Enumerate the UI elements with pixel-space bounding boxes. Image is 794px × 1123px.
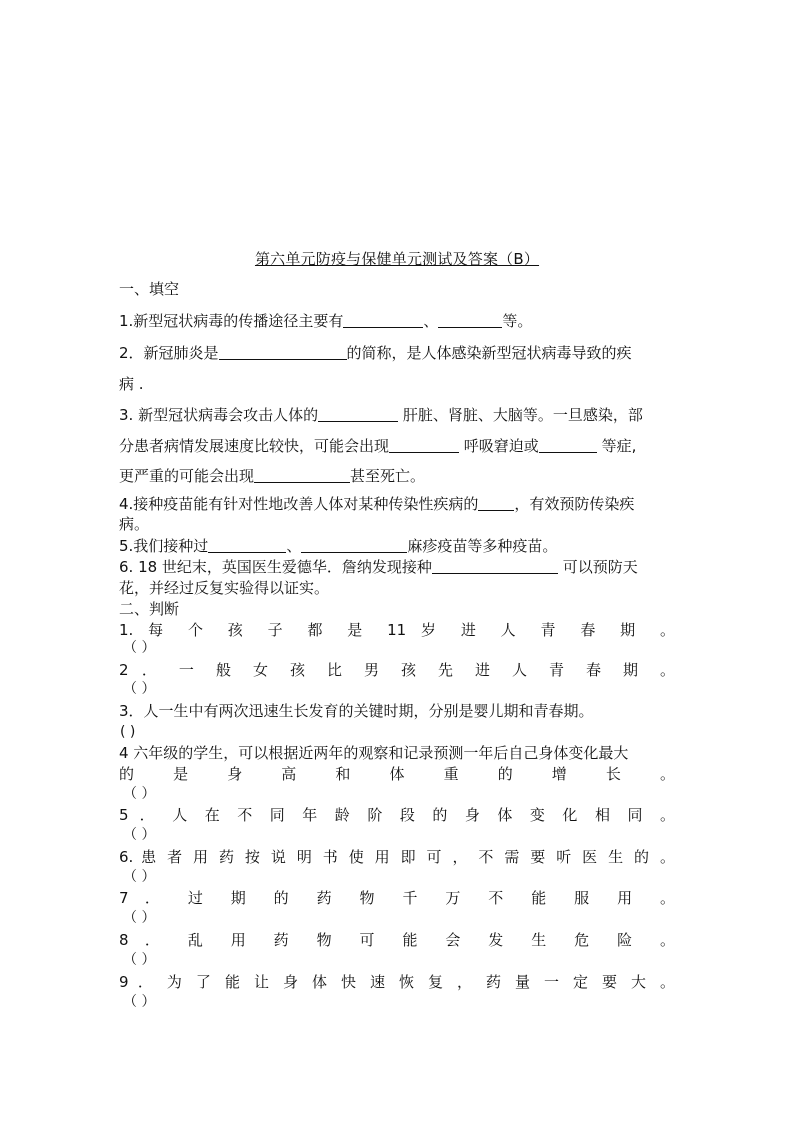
fill-question-2 <box>119 343 675 363</box>
answer-blank[interactable] <box>208 538 286 553</box>
answer-paren[interactable]: （ ） <box>123 640 156 656</box>
text: 呼吸窘迫或 <box>459 437 539 455</box>
text: 5.我们接种过 <box>119 537 209 555</box>
fill-question-1 <box>119 311 675 331</box>
answer-paren[interactable]: （ ） <box>123 827 156 843</box>
judge-question-8: 8 ． 乱 用 药 物 可 能 会 发 生 危 险 。 <box>119 931 675 949</box>
answer-paren[interactable]: （ ） <box>123 994 156 1010</box>
fill-question-2-cont: 病 . <box>119 375 144 393</box>
answer-paren[interactable]: ( ) <box>120 724 136 740</box>
answer-paren[interactable]: （ ） <box>123 869 156 885</box>
text: 可以预防天 <box>557 558 638 576</box>
judge-question-3: 3．人一生中有两次迅速生长发育的关键时期，分别是婴儿期和青春期。 <box>119 702 594 720</box>
judge-question-1: 1. 每 个 孩 子 都 是 11 岁 进 人 青 春 期 。 <box>119 621 675 639</box>
text: 等症, <box>596 437 637 455</box>
text: 甚至死亡。 <box>350 467 426 485</box>
judge-question-6: 6. 患 者 用 药 按 说 明 书 使 用 即 可 ， 不 需 要 听 医 生 的 。 <box>119 848 675 866</box>
fill-question-6 <box>119 557 675 577</box>
text: 麻疹疫苗等多种疫苗。 <box>407 537 558 555</box>
fill-question-6-cont: 花，并经过反复实验得以证实。 <box>119 579 330 597</box>
fill-question-4 <box>119 494 675 514</box>
section-heading-judge: 二、判断 <box>119 600 180 618</box>
judge-question-9: 9 ． 为 了 能 让 身 体 快 速 恢 复 ， 药 量 一 定 要 大 。 <box>119 973 675 991</box>
answer-blank[interactable] <box>539 438 597 453</box>
text: 3. 新型冠状病毒会攻击人体的 <box>119 406 319 424</box>
answer-blank[interactable] <box>254 468 350 483</box>
section-heading-fill: 一、填空 <box>119 280 180 298</box>
judge-question-5: 5 ． 人 在 不 同 年 龄 阶 段 的 身 体 变 化 相 同 。 <box>119 806 675 824</box>
text: ，有效预防传染疾 <box>514 495 635 513</box>
judge-question-2: 2 ． 一 般 女 孩 比 男 孩 先 进 人 青 春 期 。 <box>119 661 675 679</box>
judge-question-7: 7 ． 过 期 的 药 物 千 万 不 能 服 用 。 <box>119 889 675 907</box>
answer-paren[interactable]: （ ） <box>123 910 156 926</box>
text: 肝脏、肾脏、大脑等。一旦感染，部 <box>398 406 643 424</box>
answer-blank[interactable] <box>301 538 407 553</box>
text: 4.接种疫苗能有针对性地改善人体对某种传染性疾病的 <box>119 495 479 513</box>
text: 分患者病情发展速度比较快，可能会出现 <box>119 437 390 455</box>
answer-paren[interactable]: （ ） <box>123 681 156 697</box>
text: 2．新冠肺炎是 <box>119 344 219 362</box>
fill-question-5 <box>119 536 675 556</box>
answer-blank[interactable] <box>389 438 459 453</box>
answer-blank[interactable] <box>219 345 347 360</box>
fill-question-3-cont <box>119 436 675 456</box>
page-title: 第六单元防疫与保健单元测试及答案（B） <box>254 250 540 268</box>
answer-paren[interactable]: （ ） <box>123 786 156 802</box>
text: 的简称，是人体感染新型冠状病毒导致的疾 <box>346 344 632 362</box>
text: 6. 18 世纪末，英国医生爱德华．詹纳发现接种 <box>119 558 432 576</box>
fill-question-3-cont2 <box>119 466 675 486</box>
answer-blank[interactable] <box>478 496 514 511</box>
text: 等。 <box>502 312 533 330</box>
fill-question-4-cont: 病。 <box>119 515 150 533</box>
answer-blank[interactable] <box>318 407 398 422</box>
answer-blank[interactable] <box>438 313 502 328</box>
text: 更严重的可能会出现 <box>119 467 255 485</box>
fill-question-3 <box>119 405 675 425</box>
judge-question-4: 4 六年级的学生，可以根据近两年的观察和记录预测一年后自己身体变化最大 <box>119 744 629 762</box>
answer-blank[interactable] <box>432 559 558 574</box>
answer-blank[interactable] <box>343 313 423 328</box>
judge-question-4-cont: 的 是 身 高 和 体 重 的 增 长 。 <box>119 765 675 783</box>
text: 、 <box>286 537 302 555</box>
text: 、 <box>423 312 439 330</box>
answer-paren[interactable]: （ ） <box>123 952 156 968</box>
text: 1.新型冠状病毒的传播途径主要有 <box>119 312 344 330</box>
